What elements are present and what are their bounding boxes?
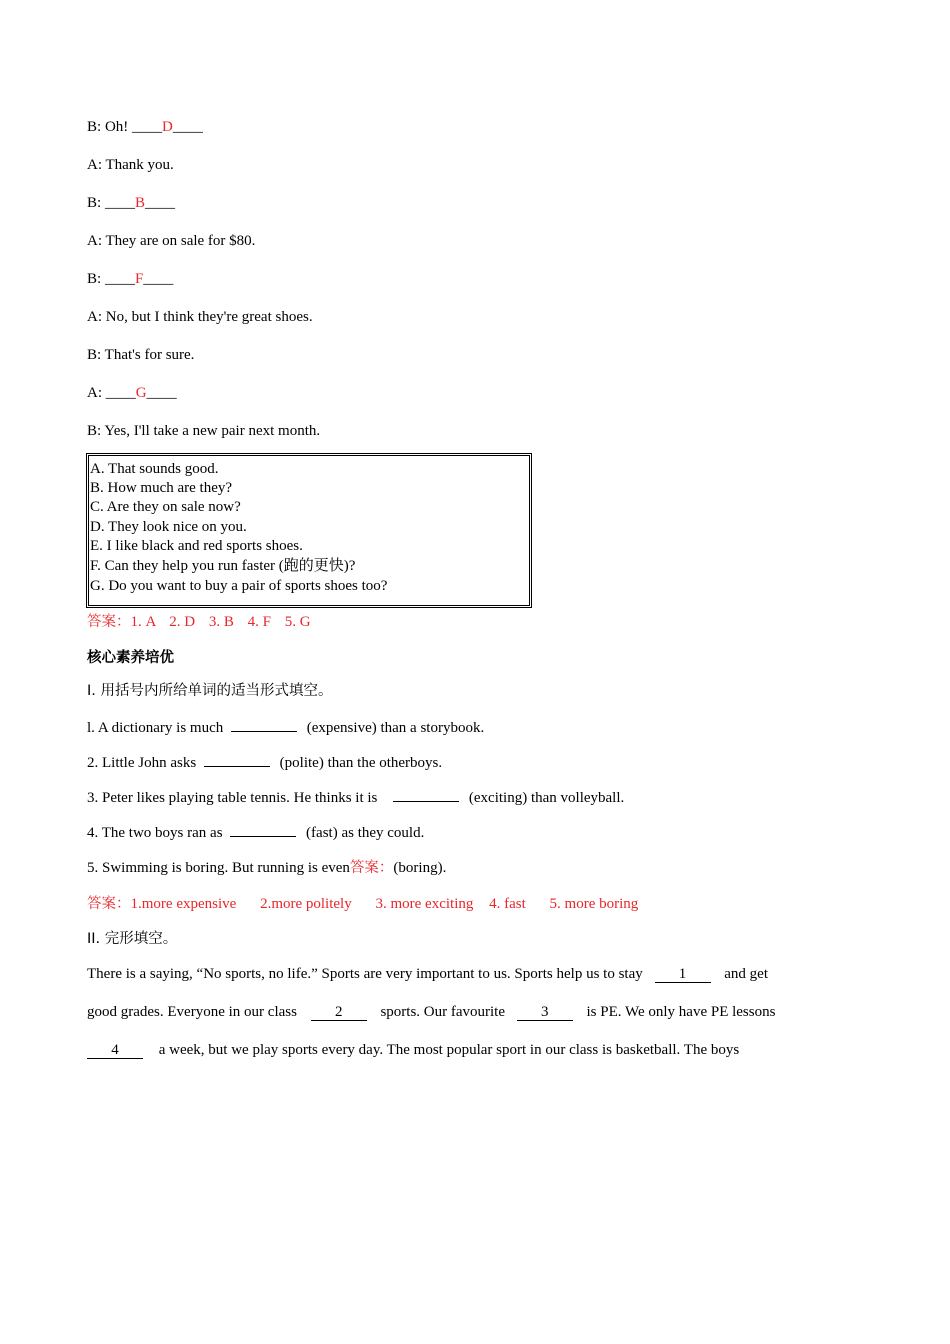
answer-letter: B bbox=[134, 195, 145, 211]
part2-title: II. 完形填空。 bbox=[87, 931, 178, 947]
dialogue-text: That's for sure. bbox=[104, 347, 195, 363]
answer-item: 1.more expensive bbox=[130, 896, 237, 912]
blank-number: 2 bbox=[334, 1004, 343, 1020]
question-hint: (fast) as they could. bbox=[306, 825, 425, 841]
dialogue-line-3 bbox=[87, 193, 175, 213]
speaker: B: bbox=[87, 195, 102, 211]
cloze-blank-1 bbox=[655, 964, 711, 984]
dialogue-text: No, but I think they're great shoes. bbox=[105, 309, 313, 325]
dialogue-text: Thank you. bbox=[105, 157, 174, 173]
answer-blank bbox=[393, 787, 459, 802]
speaker: A: bbox=[87, 385, 102, 401]
option-e: E. I like black and red sports shoes. bbox=[90, 538, 303, 554]
blank-underline: ____ bbox=[144, 195, 175, 211]
dialogue-text: Oh! bbox=[104, 119, 129, 135]
cloze-text: is PE. We only have PE lessons bbox=[586, 1004, 776, 1020]
cloze-text: a week, but we play sports every day. The most popular sport in our class is basketball. The boys bbox=[158, 1042, 740, 1058]
option-c: C. Are they on sale now? bbox=[90, 499, 241, 515]
answer-item: 2. D bbox=[169, 614, 196, 630]
blank-number: 1 bbox=[678, 966, 687, 982]
speaker: A: bbox=[87, 233, 102, 249]
section-heading: 核心素养培优 bbox=[87, 650, 174, 666]
answer-letter: D bbox=[162, 119, 173, 135]
dialogue-text: Yes, I'll take a new pair next month. bbox=[104, 423, 321, 439]
question-text: 2. Little John asks bbox=[87, 755, 197, 771]
blank-underline: ____ bbox=[143, 271, 174, 287]
answer-item: 4. F bbox=[247, 614, 271, 630]
option-f: F. Can they help you run faster (跑的更快)? bbox=[90, 558, 356, 574]
answer-key-2 bbox=[87, 894, 638, 914]
answer-item: 3. B bbox=[208, 614, 234, 630]
question-hint: (exciting) than volleyball. bbox=[468, 790, 625, 806]
blank-underline: ____ bbox=[172, 119, 203, 135]
dialogue-text: They are on sale for $80. bbox=[105, 233, 256, 249]
answer-item: 4. fast bbox=[489, 896, 526, 912]
option-d: D. They look nice on you. bbox=[90, 519, 247, 535]
answer-letter: F bbox=[134, 271, 144, 287]
blank-number: 3 bbox=[541, 1004, 549, 1020]
cloze-line-3 bbox=[87, 1040, 739, 1060]
option-b: B. How much are they? bbox=[90, 480, 233, 496]
part1-question-1 bbox=[87, 717, 484, 738]
speaker: B: bbox=[87, 271, 102, 287]
answer-blank bbox=[230, 822, 296, 837]
cloze-blank-2 bbox=[311, 1002, 367, 1022]
question-hint: (polite) than the otherboys. bbox=[279, 755, 443, 771]
speaker: B: bbox=[87, 119, 102, 135]
question-text: 4. The two boys ran as bbox=[87, 825, 223, 841]
blank-underline: ____ bbox=[104, 195, 135, 211]
part1-question-5 bbox=[87, 858, 446, 878]
answer-label: 答案： bbox=[87, 896, 131, 912]
cloze-text: and get bbox=[724, 966, 768, 982]
blank-underline: ____ bbox=[132, 119, 163, 135]
speaker: B: bbox=[87, 423, 102, 439]
part1-question-2 bbox=[87, 752, 442, 773]
blank-underline: ____ bbox=[146, 385, 177, 401]
cloze-text: good grades. Everyone in our class bbox=[87, 1004, 297, 1020]
answer-letter: G bbox=[135, 385, 147, 401]
part1-question-3 bbox=[87, 787, 624, 808]
speaker: A: bbox=[87, 309, 102, 325]
question-text: 5. Swimming is boring. But running is even bbox=[87, 860, 350, 876]
speaker: B: bbox=[87, 347, 102, 363]
dialogue-line-5 bbox=[87, 269, 173, 289]
question-hint: (expensive) than a storybook. bbox=[306, 720, 485, 736]
answer-item: 3. more exciting bbox=[375, 896, 474, 912]
dialogue-line-6 bbox=[87, 307, 313, 327]
dialogue-line-9 bbox=[87, 421, 320, 441]
cloze-blank-4 bbox=[87, 1040, 143, 1060]
answer-label: 答案： bbox=[87, 614, 131, 630]
answer-item: 1. A bbox=[130, 614, 156, 630]
speaker: A: bbox=[87, 157, 102, 173]
blank-underline: ____ bbox=[104, 271, 135, 287]
answer-key-1 bbox=[87, 612, 311, 632]
option-a: A. That sounds good. bbox=[90, 461, 219, 477]
blank-number: 4 bbox=[111, 1042, 119, 1058]
part1-question-4 bbox=[87, 822, 424, 843]
option-g: G. Do you want to buy a pair of sports shoes too? bbox=[90, 578, 388, 594]
part1-title: I. 用括号内所给单词的适当形式填空。 bbox=[87, 683, 333, 699]
answer-item: 5. more boring bbox=[549, 896, 639, 912]
question-text: l. A dictionary is much bbox=[87, 720, 224, 736]
answer-blank bbox=[231, 717, 297, 732]
question-hint: (boring). bbox=[393, 860, 447, 876]
cloze-text: There is a saying, “No sports, no life.” Sports are very important to us. Sports help us to stay bbox=[87, 966, 643, 982]
dialogue-line-1 bbox=[87, 117, 203, 137]
question-text: 3. Peter likes playing table tennis. He thinks it is bbox=[87, 790, 378, 806]
options-box bbox=[86, 453, 532, 608]
answer-item: 2.more politely bbox=[260, 896, 352, 912]
dialogue-line-4 bbox=[87, 231, 255, 251]
dialogue-line-2 bbox=[87, 155, 174, 175]
answer-blank bbox=[204, 752, 270, 767]
cloze-line-2 bbox=[87, 1002, 775, 1022]
answer-label: 答案： bbox=[349, 860, 394, 876]
dialogue-line-7 bbox=[87, 345, 194, 365]
blank-underline: ____ bbox=[105, 385, 136, 401]
answer-item: 5. G bbox=[284, 614, 311, 630]
cloze-text: sports. Our favourite bbox=[380, 1004, 506, 1020]
cloze-line-1 bbox=[87, 964, 768, 984]
dialogue-line-8 bbox=[87, 383, 177, 403]
cloze-blank-3 bbox=[517, 1002, 573, 1022]
